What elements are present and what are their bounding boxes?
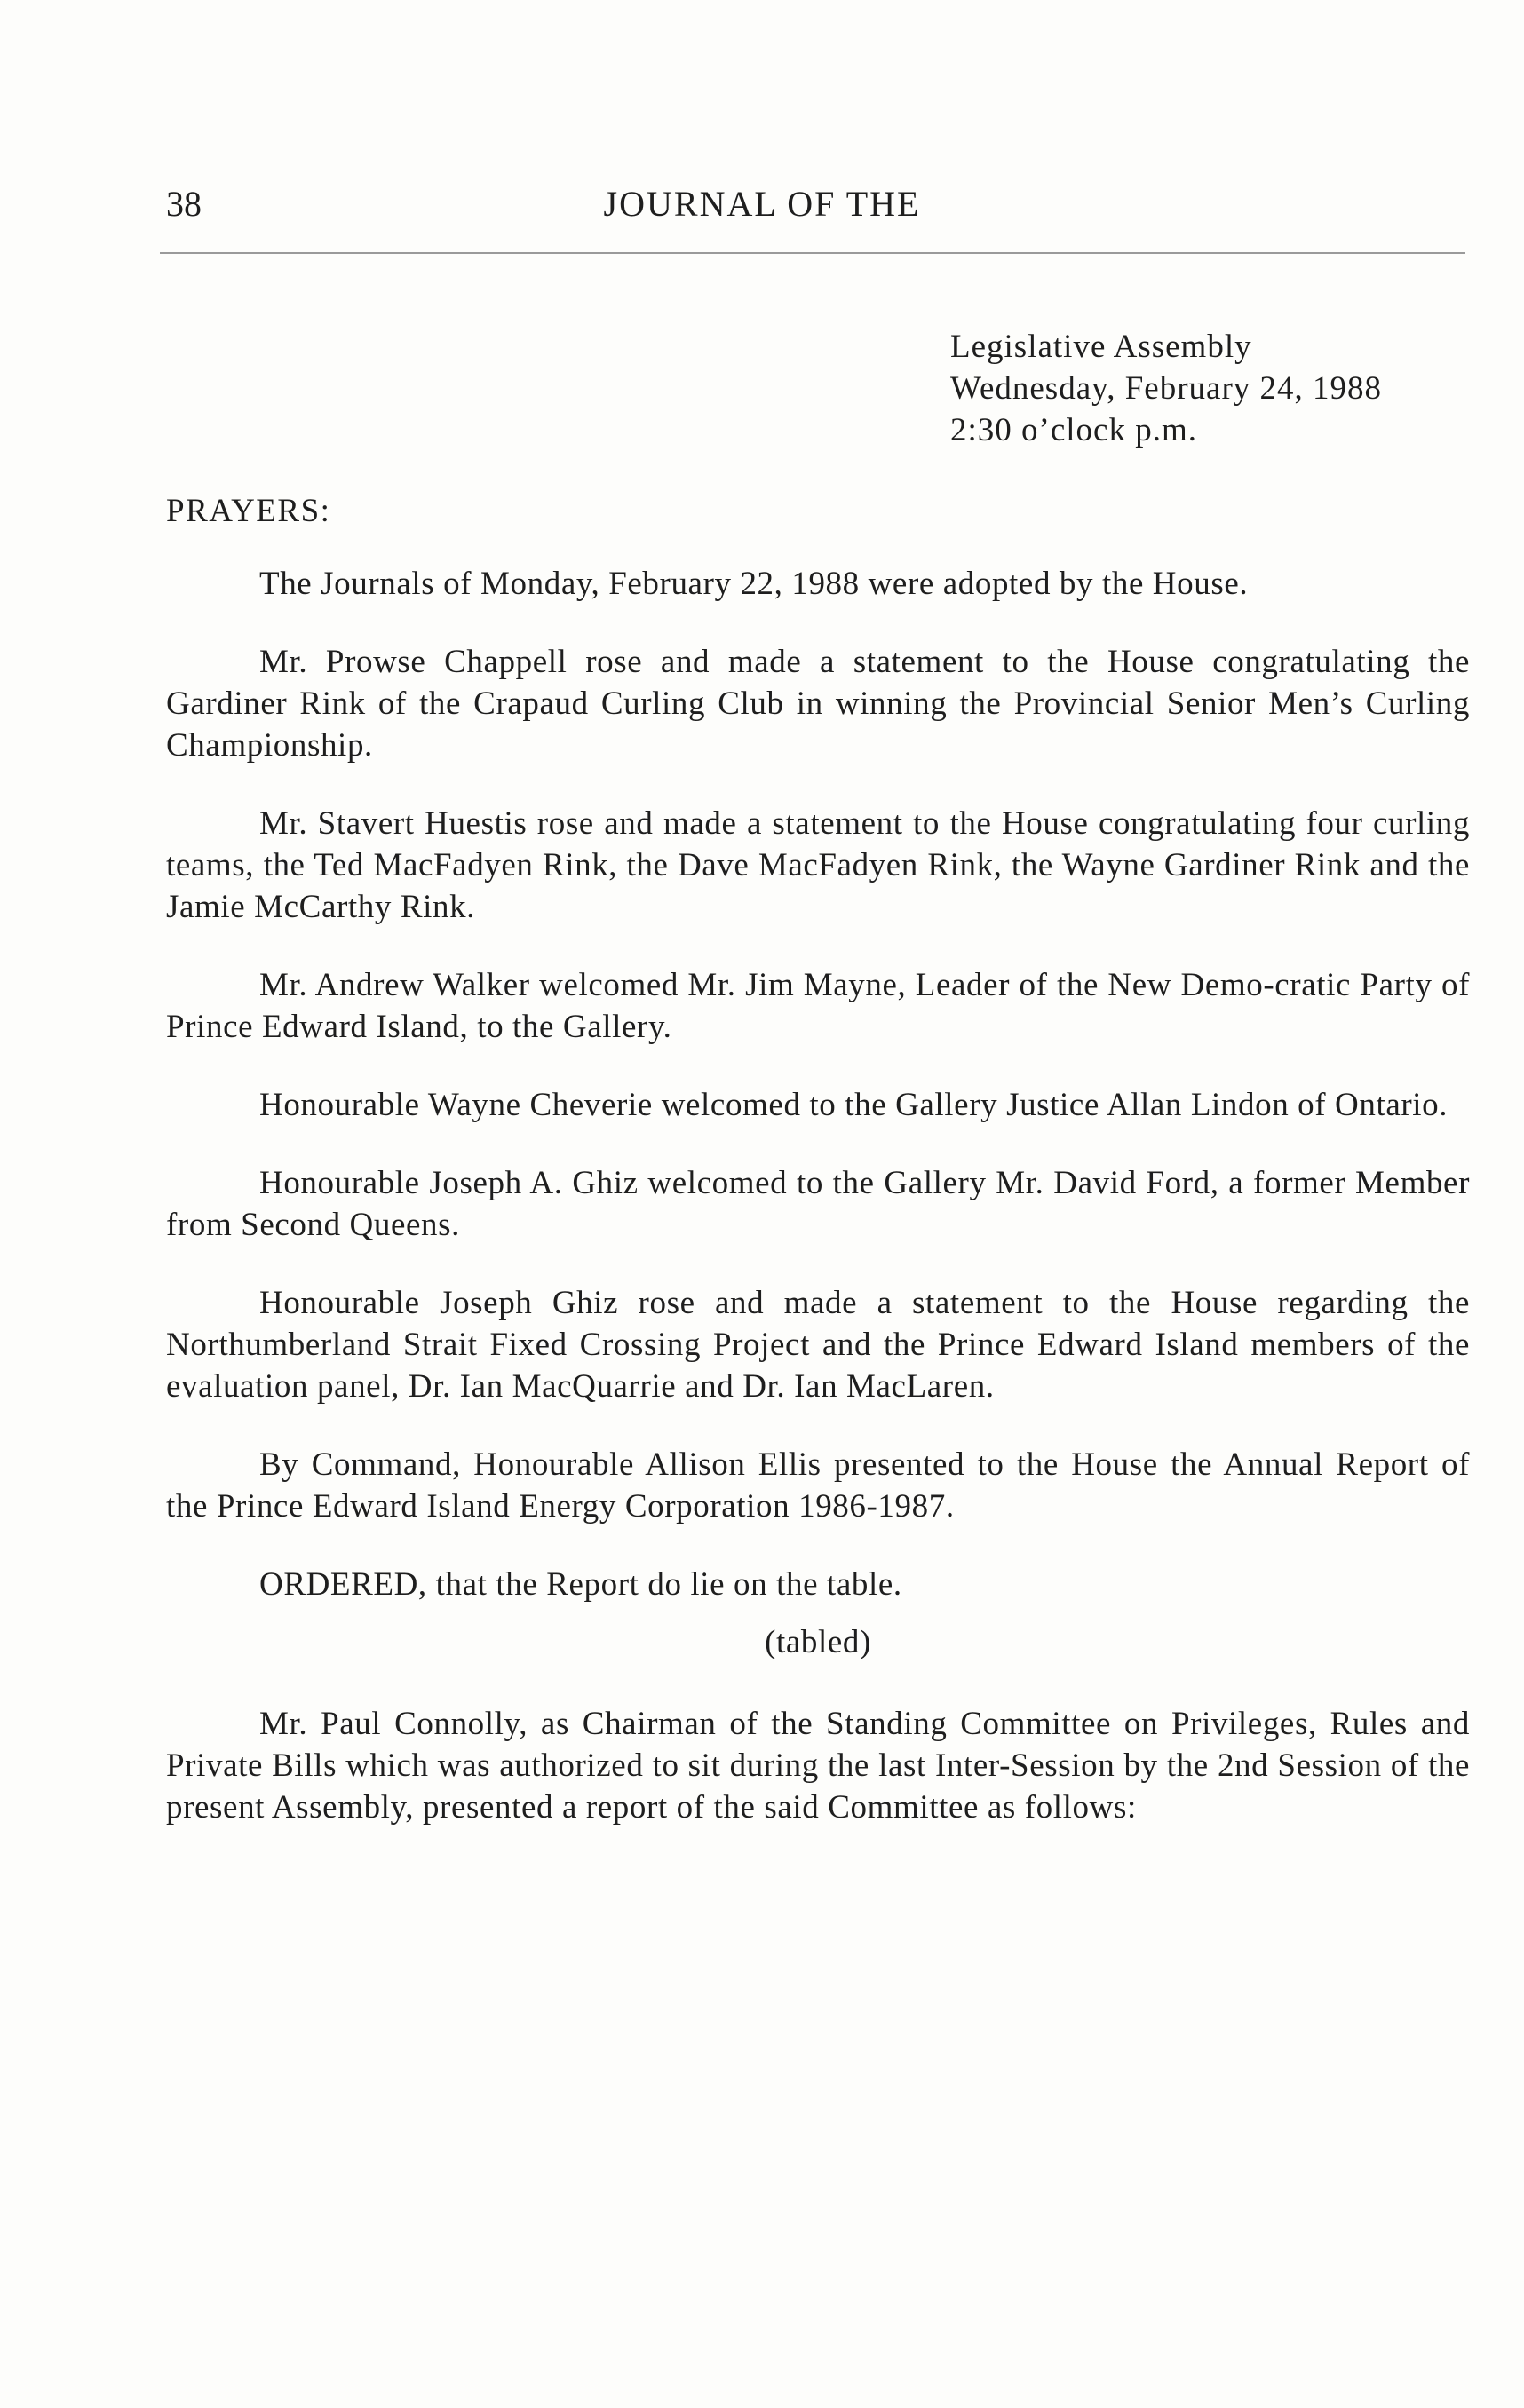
paragraph-journals-adopted: The Journals of Monday, February 22, 1988 were adopted by the House. [259, 566, 1249, 602]
paragraph-connolly-report: Mr. Paul Connolly, as Chairman of the Standing Committee on Privileges, Rules and Private Bills which was authorized to sit during the last Inter-Session by the 2nd Session of the present Assembly, presented a report of the said Committee as follows: [166, 1706, 1470, 1826]
paragraph-ghiz-statement: Honourable Joseph Ghiz rose and made a statement to the House regarding the Northumberland Strait Fixed Crossing Project and the Prince Edward Island members of the evaluation panel, Dr. Ian MacQuarrie and Dr. Ian MacLaren. [166, 1285, 1470, 1405]
running-head: JOURNAL OF THE [603, 184, 921, 224]
paragraph-ellis-report: By Command, Honourable Allison Ellis presented to the House the Annual Report of the Prince Edward Island Energy Corporation 1986-1987. [166, 1446, 1470, 1525]
prayers-heading: PRAYERS: [166, 493, 331, 529]
paragraph-walker-welcome: Mr. Andrew Walker welcomed Mr. Jim Mayne, Leader of the New Demo-cratic Party of Prince Edward Island, to the Gallery. [166, 967, 1470, 1045]
tabled-note: (tabled) [765, 1624, 871, 1660]
dateline-assembly: Legislative Assembly [950, 329, 1252, 365]
paragraph-chappell-statement: Mr. Prowse Chappell rose and made a statement to the House congratulating the Gardiner Rink of the Crapaud Curling Club in winning the Provincial Senior Men’s Curling Championship. [166, 644, 1470, 764]
paragraph-huestis-statement: Mr. Stavert Huestis rose and made a statement to the House congratulating four curling teams, the Ted MacFadyen Rink, the Dave MacFadyen Rink, the Wayne Gardiner Rink and the Jamie McCarthy Rink. [166, 805, 1470, 925]
header-rule [160, 252, 1465, 254]
paragraph-cheverie-welcome: Honourable Wayne Cheverie welcomed to the Gallery Justice Allan Lindon of Ontario. [259, 1087, 1449, 1123]
paragraph-ghiz-welcome: Honourable Joseph A. Ghiz welcomed to the Gallery Mr. David Ford, a former Member from Second Queens. [166, 1165, 1470, 1243]
paragraph-ordered: ORDERED, that the Report do lie on the table. [259, 1566, 902, 1603]
journal-body [166, 563, 1470, 1828]
dateline-time: 2:30 o’clock p.m. [950, 412, 1198, 448]
dateline [950, 326, 1382, 451]
dateline-date: Wednesday, February 24, 1988 [950, 370, 1383, 407]
page-number: 38 [166, 184, 202, 224]
